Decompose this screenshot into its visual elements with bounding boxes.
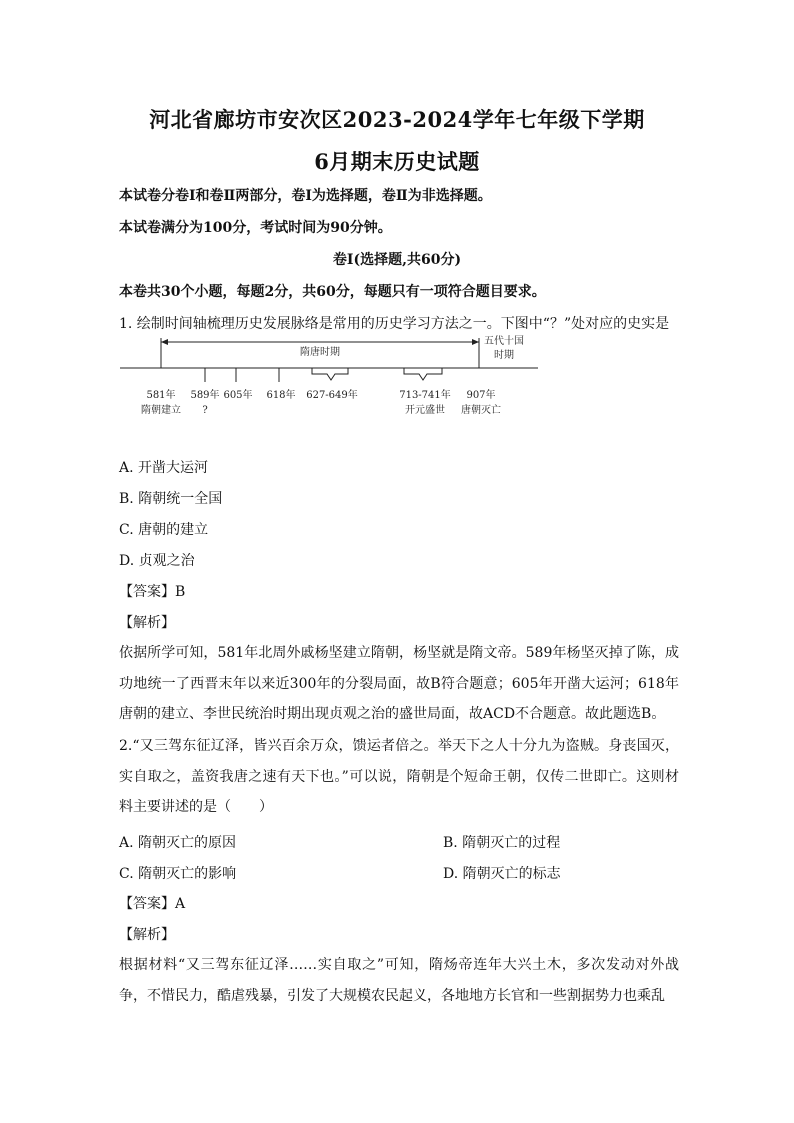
q2-option-c: C. 隋朝灭亡的影响 (119, 866, 237, 882)
q1-option-b: B. 隋朝统一全国 (119, 491, 223, 507)
q1-option-d: D. 贞观之治 (119, 553, 195, 569)
q2-option-a: A. 隋朝灭亡的原因 (119, 835, 237, 851)
tick-year-605: 605年 (223, 390, 253, 401)
q1-option-a: A. 开凿大运河 (119, 460, 209, 476)
exam-title-line1: 河北省廊坊市安次区2023-2024学年七年级下学期 (149, 107, 645, 132)
q2-analysis-label: 【解析】 (119, 927, 175, 943)
tick-year-713-741: 713-741年 (399, 390, 451, 401)
intro-line1: 本试卷分卷Ⅰ和卷Ⅱ两部分，卷Ⅰ为选择题，卷Ⅱ为非选择题。 (119, 188, 492, 204)
period-label: 隋唐时期 (300, 347, 340, 358)
tick-year-581: 581年 (146, 390, 176, 401)
tick-year-627-649: 627-649年 (306, 390, 358, 401)
q1-analysis-label: 【解析】 (119, 615, 175, 631)
q2-analysis: 根据材料“又三驾东征辽泽……实自取之”可知，隋炀帝连年大兴土木，多次发动对外战争，不惜民力，酷虐残暴，引发了大规模农民起义，各地地方长官和一些割据势力也乘乱 (119, 957, 679, 1004)
intro-line2: 本试卷满分为100分，考试时间为90分钟。 (119, 220, 392, 236)
next-period-label-1: 五代十国 (484, 336, 524, 347)
q2-answer: 【答案】A (119, 896, 186, 912)
q1-stem: 1. 绘制时间轴梳理历史发展脉络是常用的历史学习方法之一。下图中“？”处对应的史实是 (119, 316, 670, 332)
tick-note-713-741: 开元盛世 (405, 405, 445, 416)
tick-note-589: ? (202, 405, 208, 416)
tick-note-907: 唐朝灭亡 (461, 405, 501, 416)
section-note: 本卷共30个小题，每题2分，共60分，每题只有一项符合题目要求。 (119, 284, 546, 300)
right-arrow-icon (472, 339, 479, 345)
tick-year-907: 907年 (466, 390, 496, 401)
q1-option-c: C. 唐朝的建立 (119, 522, 209, 538)
next-period-label-2: 时期 (494, 350, 514, 361)
section-title: 卷Ⅰ(选择题,共60分) (332, 252, 462, 268)
q2-option-b: B. 隋朝灭亡的过程 (443, 835, 561, 851)
q2-option-d: D. 隋朝灭亡的标志 (443, 866, 561, 882)
q1-analysis: 依据所学可知，581年北周外戚杨坚建立隋朝，杨坚就是隋文帝。589年杨坚灭掉了陈，成功地统一了西晋末年以来近300年的分裂局面，故B符合题意；605年开凿大运河；618年唐朝的建立、李世民统治时期出现贞观之治的盛世局面，故ACD不合题意。故此题选B。 (119, 645, 679, 722)
tick-year-618: 618年 (266, 390, 296, 401)
left-arrow-icon (161, 339, 168, 345)
tick-note-581: 隋朝建立 (141, 405, 181, 416)
tick-year-589: 589年 (190, 390, 220, 401)
exam-title-line2: 6月期末历史试题 (314, 149, 480, 174)
q1-answer: 【答案】B (119, 584, 186, 600)
timeline-figure (118, 334, 542, 424)
q2-stem: 2.“又三驾东征辽泽，皆兴百余万众，馈运者倍之。举天下之人十分九为盗贼。身丧国灭，实自取之，盖资我唐之速有天下也。”可以说，隋朝是个短命王朝，仅传二世即亡。这则材料主要讲述的是（ ） (119, 738, 679, 815)
